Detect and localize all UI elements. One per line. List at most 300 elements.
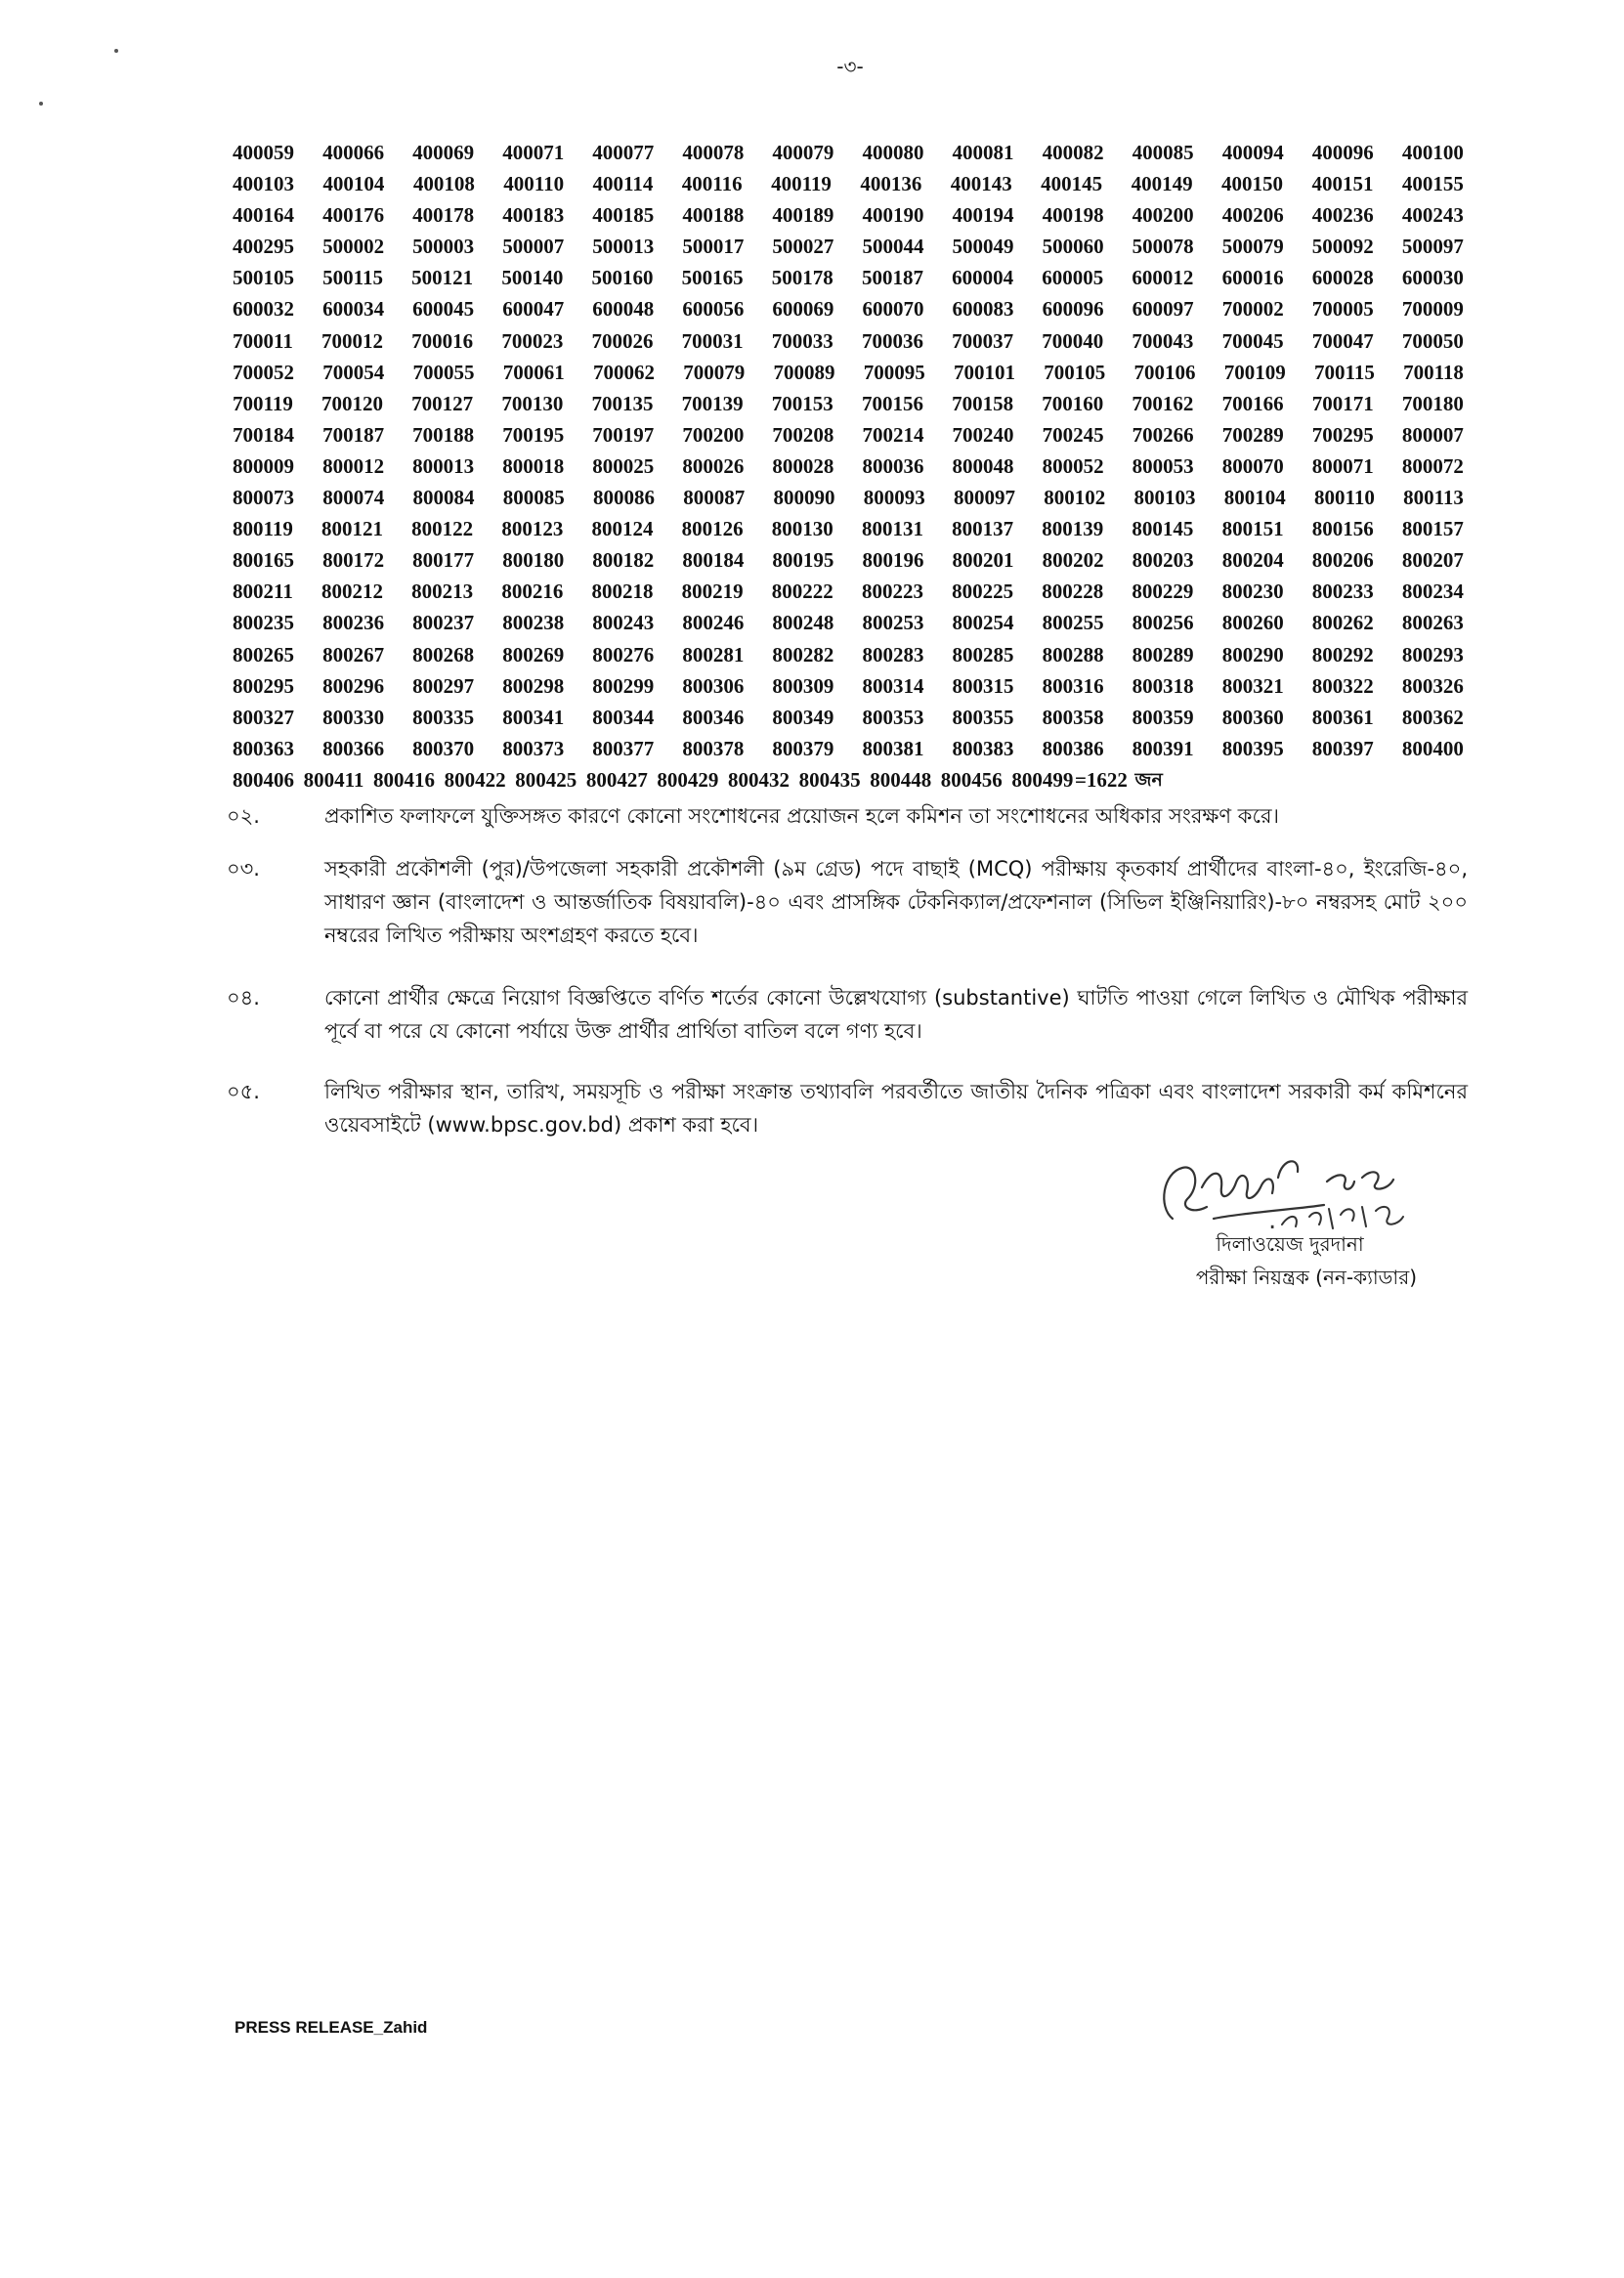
roll-number: 600096 [1042, 297, 1104, 322]
roll-number: 400114 [592, 172, 654, 196]
roll-number: 700109 [1223, 360, 1286, 384]
roll-row [233, 419, 1464, 451]
roll-number: 500049 [952, 235, 1014, 259]
roll-number: 400183 [502, 203, 565, 228]
roll-number: 800381 [862, 736, 924, 760]
roll-number: 500017 [682, 235, 745, 259]
roll-number: 700162 [1132, 391, 1194, 415]
roll-number: 800363 [233, 736, 294, 760]
roll-number: 800151 [1221, 517, 1284, 541]
roll-number: 800391 [1132, 736, 1194, 760]
roll-number: 700050 [1401, 328, 1464, 353]
roll-number: 800126 [681, 517, 744, 541]
roll-number: 500013 [592, 235, 655, 259]
roll-number: 800204 [1221, 548, 1284, 573]
roll-number: 400071 [502, 141, 565, 164]
roll-number: 700079 [683, 360, 746, 384]
roll-number: 400145 [1041, 172, 1103, 196]
roll-number: 800397 [1311, 736, 1374, 760]
roll-number: 800211 [233, 580, 293, 604]
roll-number: 700180 [1401, 391, 1464, 415]
roll-number: 700119 [233, 391, 293, 415]
roll-number: 600045 [412, 297, 475, 322]
roll-number: 800235 [233, 611, 294, 635]
roll-number: 800358 [1042, 705, 1104, 729]
roll-number: 800238 [502, 611, 565, 635]
roll-number: 600030 [1401, 266, 1464, 290]
roll-row [233, 262, 1464, 293]
roll-number: 800139 [1042, 517, 1104, 541]
roll-number: 700135 [591, 391, 654, 415]
roll-number: 400185 [592, 203, 655, 228]
roll-number: 700016 [411, 328, 474, 353]
page-number: -৩- [836, 55, 864, 78]
roll-row [233, 482, 1464, 513]
roll-number: 700156 [861, 391, 923, 415]
roll-number: 400094 [1221, 141, 1284, 164]
roll-number: 700089 [773, 360, 835, 384]
roll-number: 800263 [1401, 611, 1464, 635]
roll-number: 800103 [1133, 486, 1196, 510]
roll-number: 800254 [952, 611, 1014, 635]
roll-number: 700052 [233, 360, 294, 384]
roll-number: 700026 [591, 328, 654, 353]
roll-number: 800113 [1403, 486, 1464, 510]
roll-row [233, 137, 1464, 168]
roll-number: 400103 [233, 172, 294, 196]
roll-number: 500002 [322, 235, 385, 259]
roll-number: 800013 [412, 453, 475, 478]
roll-number: 400104 [322, 172, 385, 196]
roll-row [233, 670, 1464, 702]
roll-number: 700061 [502, 360, 565, 384]
roll-number: 400194 [952, 203, 1014, 228]
roll-number: 500097 [1401, 235, 1464, 259]
paragraph-05 [227, 1075, 1468, 1141]
roll-number: 400155 [1401, 172, 1464, 196]
roll-number: 800309 [772, 673, 834, 698]
roll-number: 800383 [952, 736, 1014, 760]
roll-number: 600005 [1042, 266, 1104, 290]
roll-number: 800411 [303, 767, 364, 792]
roll-number: 800435 [798, 767, 861, 792]
roll-number: 600034 [322, 297, 385, 322]
roll-number: 800026 [682, 453, 745, 478]
roll-number: 700188 [412, 422, 475, 447]
total-suffix: জন [1134, 768, 1163, 791]
roll-number: 800321 [1221, 673, 1284, 698]
roll-number: 800180 [502, 548, 565, 573]
roll-number: 800335 [412, 705, 475, 729]
roll-number: 800130 [771, 517, 833, 541]
roll-number: 800370 [412, 736, 475, 760]
roll-number: 700106 [1133, 360, 1196, 384]
paragraph-02 [227, 799, 1468, 833]
roll-number: 800314 [862, 673, 924, 698]
roll-number: 700118 [1403, 360, 1464, 384]
roll-number: 800184 [682, 548, 745, 573]
roll-number: 800327 [233, 705, 294, 729]
roll-number: 800085 [502, 486, 565, 510]
signatory-title: পরীক্ষা নিয়ন্ত্রক (নন-ক্যাডার) [1195, 1266, 1417, 1289]
roll-number: 800201 [952, 548, 1014, 573]
roll-number: 500060 [1042, 235, 1104, 259]
roll-row [233, 702, 1464, 733]
roll-number: 400243 [1401, 203, 1464, 228]
roll-number: 400108 [412, 172, 475, 196]
roll-number: 800165 [233, 548, 294, 573]
roll-number: 800071 [1311, 453, 1374, 478]
roll-number: 700031 [681, 328, 744, 353]
roll-number: 700295 [1311, 422, 1374, 447]
roll-number: 800416 [373, 767, 436, 792]
roll-number: 800084 [412, 486, 475, 510]
roll-number: 700009 [1401, 297, 1464, 322]
roll-number: 800104 [1223, 486, 1286, 510]
roll-number: 600083 [952, 297, 1014, 322]
roll-number: 500078 [1132, 235, 1194, 259]
roll-number: 400150 [1221, 172, 1284, 196]
roll-number: 800322 [1311, 673, 1374, 698]
roll-number: 700171 [1311, 391, 1374, 415]
roll-number: 800395 [1221, 736, 1284, 760]
roll-number: 500115 [322, 266, 383, 290]
roll-number: 400188 [682, 203, 745, 228]
roll-number: 800124 [591, 517, 654, 541]
roll-number: 800228 [1042, 580, 1104, 604]
roll-number: 800110 [1314, 486, 1375, 510]
roll-number: 800260 [1221, 611, 1284, 635]
roll-number: 400110 [503, 172, 565, 196]
roll-number: 800379 [772, 736, 834, 760]
roll-number: 700095 [863, 360, 925, 384]
roll-number: 800121 [321, 517, 383, 541]
roll-row [233, 231, 1464, 262]
roll-number: 800366 [322, 736, 385, 760]
roll-number: 800212 [321, 580, 383, 604]
roll-number: 400136 [860, 172, 922, 196]
roll-number: 800097 [954, 486, 1015, 510]
roll-number: 700160 [1042, 391, 1104, 415]
roll-number: 400190 [862, 203, 924, 228]
roll-number: 700023 [501, 328, 564, 353]
roll-row [233, 513, 1464, 544]
roll-number: 400080 [862, 141, 924, 164]
roll-number: 800237 [412, 611, 475, 635]
roll-number: 400236 [1311, 203, 1374, 228]
roll-number: 800289 [1132, 642, 1194, 666]
roll-number: 800268 [412, 642, 475, 666]
roll-number: 800145 [1132, 517, 1194, 541]
roll-number: 800299 [592, 673, 655, 698]
roll-number: 800456 [940, 767, 1003, 792]
roll-number: 700289 [1221, 422, 1284, 447]
roll-number: 800429 [657, 767, 719, 792]
roll-number: 600048 [592, 297, 655, 322]
roll-number: 800297 [412, 673, 475, 698]
roll-number: 600056 [682, 297, 745, 322]
roll-number: 800318 [1132, 673, 1194, 698]
scan-speck [39, 102, 43, 106]
roll-number: 400078 [682, 141, 745, 164]
roll-number: 800202 [1042, 548, 1104, 573]
roll-number: 800298 [502, 673, 565, 698]
paragraph-03 [227, 852, 1468, 952]
roll-number: 400200 [1132, 203, 1194, 228]
roll-row [233, 639, 1464, 670]
roll-number: 700012 [321, 328, 383, 353]
roll-number: 800276 [592, 642, 655, 666]
roll-number: 800362 [1401, 705, 1464, 729]
roll-number: 700011 [233, 328, 293, 353]
roll-number: 800422 [444, 767, 506, 792]
roll-number: 800131 [861, 517, 923, 541]
roll-number: 600070 [862, 297, 924, 322]
roll-row [233, 544, 1464, 576]
roll-number: 800053 [1132, 453, 1194, 478]
roll-number: 700166 [1221, 391, 1284, 415]
roll-number: 800087 [683, 486, 746, 510]
roll-number: 800292 [1311, 642, 1374, 666]
roll-number: 500187 [861, 266, 923, 290]
roll-number: 400100 [1401, 141, 1464, 164]
roll-number: 800195 [772, 548, 834, 573]
roll-number: 800427 [585, 767, 648, 792]
roll-number: 800330 [322, 705, 385, 729]
roll-number: 800012 [322, 453, 385, 478]
roll-number: 700139 [681, 391, 744, 415]
roll-number: 700055 [412, 360, 475, 384]
roll-number: 800256 [1132, 611, 1194, 635]
roll-number: 800093 [863, 486, 925, 510]
roll-number: 800406 [233, 767, 294, 792]
roll-number: 800316 [1042, 673, 1104, 698]
roll-number: 600004 [952, 266, 1014, 290]
roll-number: 400119 [771, 172, 832, 196]
roll-number: 500178 [771, 266, 833, 290]
roll-row [233, 325, 1464, 357]
signatory-name: দিলাওয়েজ দুরদানা [1216, 1232, 1364, 1256]
roll-number: 800341 [502, 705, 565, 729]
roll-number: 800223 [861, 580, 923, 604]
roll-number: 700002 [1221, 297, 1284, 322]
roll-number: 400077 [592, 141, 655, 164]
roll-number: 800306 [682, 673, 745, 698]
roll-number: 500165 [681, 266, 744, 290]
roll-number: 700266 [1132, 422, 1194, 447]
roll-row [233, 607, 1464, 638]
roll-number: 800288 [1042, 642, 1104, 666]
roll-row [233, 199, 1464, 231]
roll-number-list [233, 137, 1464, 795]
roll-number: 800203 [1132, 548, 1194, 573]
roll-number: 400082 [1042, 141, 1104, 164]
roll-number: 800281 [682, 642, 745, 666]
roll-number: 800225 [952, 580, 1014, 604]
roll-number: 600012 [1132, 266, 1194, 290]
roll-number: 800425 [515, 767, 577, 792]
roll-number: 400295 [233, 235, 294, 259]
paragraph-text: প্রকাশিত ফলাফলে যুক্তিসঙ্গত কারণে কোনো সংশোধনের প্রয়োজন হলে কমিশন তা সংশোধনের অধিকার সংরক্ষণ করে। [324, 804, 1279, 828]
roll-number: 700197 [592, 422, 655, 447]
roll-number: 800196 [862, 548, 924, 573]
roll-number: 700047 [1311, 328, 1374, 353]
roll-number: 400143 [950, 172, 1012, 196]
roll-number: 800290 [1221, 642, 1284, 666]
roll-number: 800246 [682, 611, 745, 635]
roll-number: 800359 [1132, 705, 1194, 729]
roll-number: 700187 [322, 422, 385, 447]
roll-number: 800009 [233, 453, 294, 478]
roll-number: 700127 [411, 391, 474, 415]
roll-number: 800349 [772, 705, 834, 729]
roll-number: 700101 [954, 360, 1015, 384]
roll-number: 800052 [1042, 453, 1104, 478]
roll-number: 800377 [592, 736, 655, 760]
roll-number: 400198 [1042, 203, 1104, 228]
roll-number: 800326 [1401, 673, 1464, 698]
roll-number: 800400 [1401, 736, 1464, 760]
roll-number: 700062 [593, 360, 655, 384]
roll-number: 400176 [322, 203, 385, 228]
roll-number: 800177 [412, 548, 475, 573]
roll-number: 800102 [1044, 486, 1106, 510]
footer-label: PRESS RELEASE_Zahid [235, 2018, 428, 2037]
roll-number: 500007 [502, 235, 565, 259]
roll-number: 400079 [772, 141, 834, 164]
paragraph-number: ০৩. [227, 857, 260, 881]
roll-number: 700184 [233, 422, 294, 447]
roll-number: 500092 [1311, 235, 1374, 259]
roll-number: 800355 [952, 705, 1014, 729]
roll-number: 700036 [861, 328, 923, 353]
roll-number: 700240 [952, 422, 1014, 447]
roll-number: 800157 [1401, 517, 1464, 541]
roll-number: 800123 [501, 517, 564, 541]
roll-number: 700158 [952, 391, 1014, 415]
roll-number: 600016 [1221, 266, 1284, 290]
roll-number: 800074 [322, 486, 385, 510]
roll-number: 800378 [682, 736, 745, 760]
roll-number: 400096 [1311, 141, 1374, 164]
roll-number: 800361 [1311, 705, 1374, 729]
roll-row [233, 576, 1464, 607]
roll-number: 600097 [1132, 297, 1194, 322]
roll-number: 800265 [233, 642, 294, 666]
roll-number: 800293 [1401, 642, 1464, 666]
roll-number: 700153 [771, 391, 833, 415]
roll-number: 800007 [1401, 422, 1464, 447]
roll-number: 800448 [870, 767, 932, 792]
roll-number: 800018 [502, 453, 565, 478]
roll-number: 700040 [1042, 328, 1104, 353]
roll-number: 800182 [592, 548, 655, 573]
roll-number: 500121 [411, 266, 474, 290]
roll-number: 800346 [682, 705, 745, 729]
roll-number: 400178 [412, 203, 475, 228]
roll-number: 800283 [862, 642, 924, 666]
roll-number: 500003 [412, 235, 475, 259]
signature-block [1094, 1148, 1417, 1289]
roll-number: 800218 [591, 580, 654, 604]
roll-number: 800156 [1311, 517, 1374, 541]
roll-number: 800090 [773, 486, 835, 510]
roll-number: 800036 [862, 453, 924, 478]
roll-number: 700214 [862, 422, 924, 447]
roll-number: 500140 [501, 266, 564, 290]
roll-number: 700005 [1311, 297, 1374, 322]
roll-row [233, 357, 1464, 388]
roll-number: 800072 [1401, 453, 1464, 478]
roll-row [233, 764, 1464, 795]
roll-number: 800028 [772, 453, 834, 478]
paragraph-04 [227, 981, 1468, 1048]
roll-row [233, 388, 1464, 419]
handwritten-signature [1153, 1148, 1417, 1241]
roll-number: 700045 [1221, 328, 1284, 353]
roll-number: 800048 [952, 453, 1014, 478]
roll-number: 800172 [322, 548, 385, 573]
roll-number: 600047 [502, 297, 565, 322]
roll-number: 400149 [1131, 172, 1193, 196]
roll-number: 700043 [1132, 328, 1194, 353]
roll-number: 700115 [1314, 360, 1375, 384]
roll-number: 800213 [411, 580, 474, 604]
roll-number: 400189 [772, 203, 834, 228]
roll-number: 400059 [233, 141, 294, 164]
roll-number: 700120 [321, 391, 383, 415]
roll-number: 700200 [682, 422, 745, 447]
roll-number: 800216 [501, 580, 564, 604]
roll-number: 800315 [952, 673, 1014, 698]
roll-number: 800119 [233, 517, 293, 541]
roll-number: 800025 [592, 453, 655, 478]
roll-number: 400066 [322, 141, 385, 164]
roll-number: 800137 [952, 517, 1014, 541]
roll-number: 600032 [233, 297, 294, 322]
roll-number: 700208 [772, 422, 834, 447]
roll-number: 700105 [1044, 360, 1106, 384]
paragraph-text: লিখিত পরীক্ষার স্থান, তারিখ, সময়সূচি ও পরীক্ষা সংক্রান্ত তথ্যাবলি পরবর্তীতে জাতীয় দৈনিক পত্রিকা এবং বাংলাদেশ সরকারী কর্ম কমিশনের ওয়েবসাইটে (www.bpsc.gov.bd) প্রকাশ করা হবে। [324, 1080, 1468, 1137]
roll-number: 800230 [1221, 580, 1284, 604]
roll-number: 800344 [592, 705, 655, 729]
roll-number: 800262 [1311, 611, 1374, 635]
signature-date-mark: . [1268, 1206, 1277, 1235]
total-count: =1622 [1074, 767, 1128, 792]
roll-number: 800253 [862, 611, 924, 635]
roll-row [233, 168, 1464, 199]
roll-number: 400081 [952, 141, 1014, 164]
paragraph-number: ০৫. [227, 1080, 260, 1103]
roll-number: 400085 [1132, 141, 1194, 164]
roll-number: 800285 [952, 642, 1014, 666]
roll-number: 400206 [1221, 203, 1284, 228]
roll-number: 800236 [322, 611, 385, 635]
roll-number: 800499 [1011, 767, 1074, 792]
paragraph-number: ০২. [227, 804, 260, 828]
roll-number: 400116 [681, 172, 743, 196]
roll-number: 800073 [233, 486, 294, 510]
roll-number: 800296 [322, 673, 385, 698]
roll-row [233, 451, 1464, 482]
roll-number: 800295 [233, 673, 294, 698]
roll-number: 800255 [1042, 611, 1104, 635]
roll-number: 800267 [322, 642, 385, 666]
paragraph-text: সহকারী প্রকৌশলী (পুর)/উপজেলা সহকারী প্রকৌশলী (৯ম গ্রেড) পদে বাছাই (MCQ) পরীক্ষায় কৃতকার্য প্রার্থীদের বাংলা-৪০, ইংরেজি-৪০, সাধারণ জ্ঞান (বাংলাদেশ ও আন্তর্জাতিক বিষয়াবলি)-৪০ এবং প্রাসঙ্গিক টেকনিক্যাল/প্রফেশনাল (সিভিল ইঞ্জিনিয়ারিং)-৮০ নম্বরসহ মোট ২০০ নম্বরের লিখিত পরীক্ষায় অংশগ্রহণ করতে হবে। [324, 857, 1468, 947]
roll-number: 800222 [771, 580, 833, 604]
roll-number: 800070 [1221, 453, 1284, 478]
roll-number: 600069 [772, 297, 834, 322]
